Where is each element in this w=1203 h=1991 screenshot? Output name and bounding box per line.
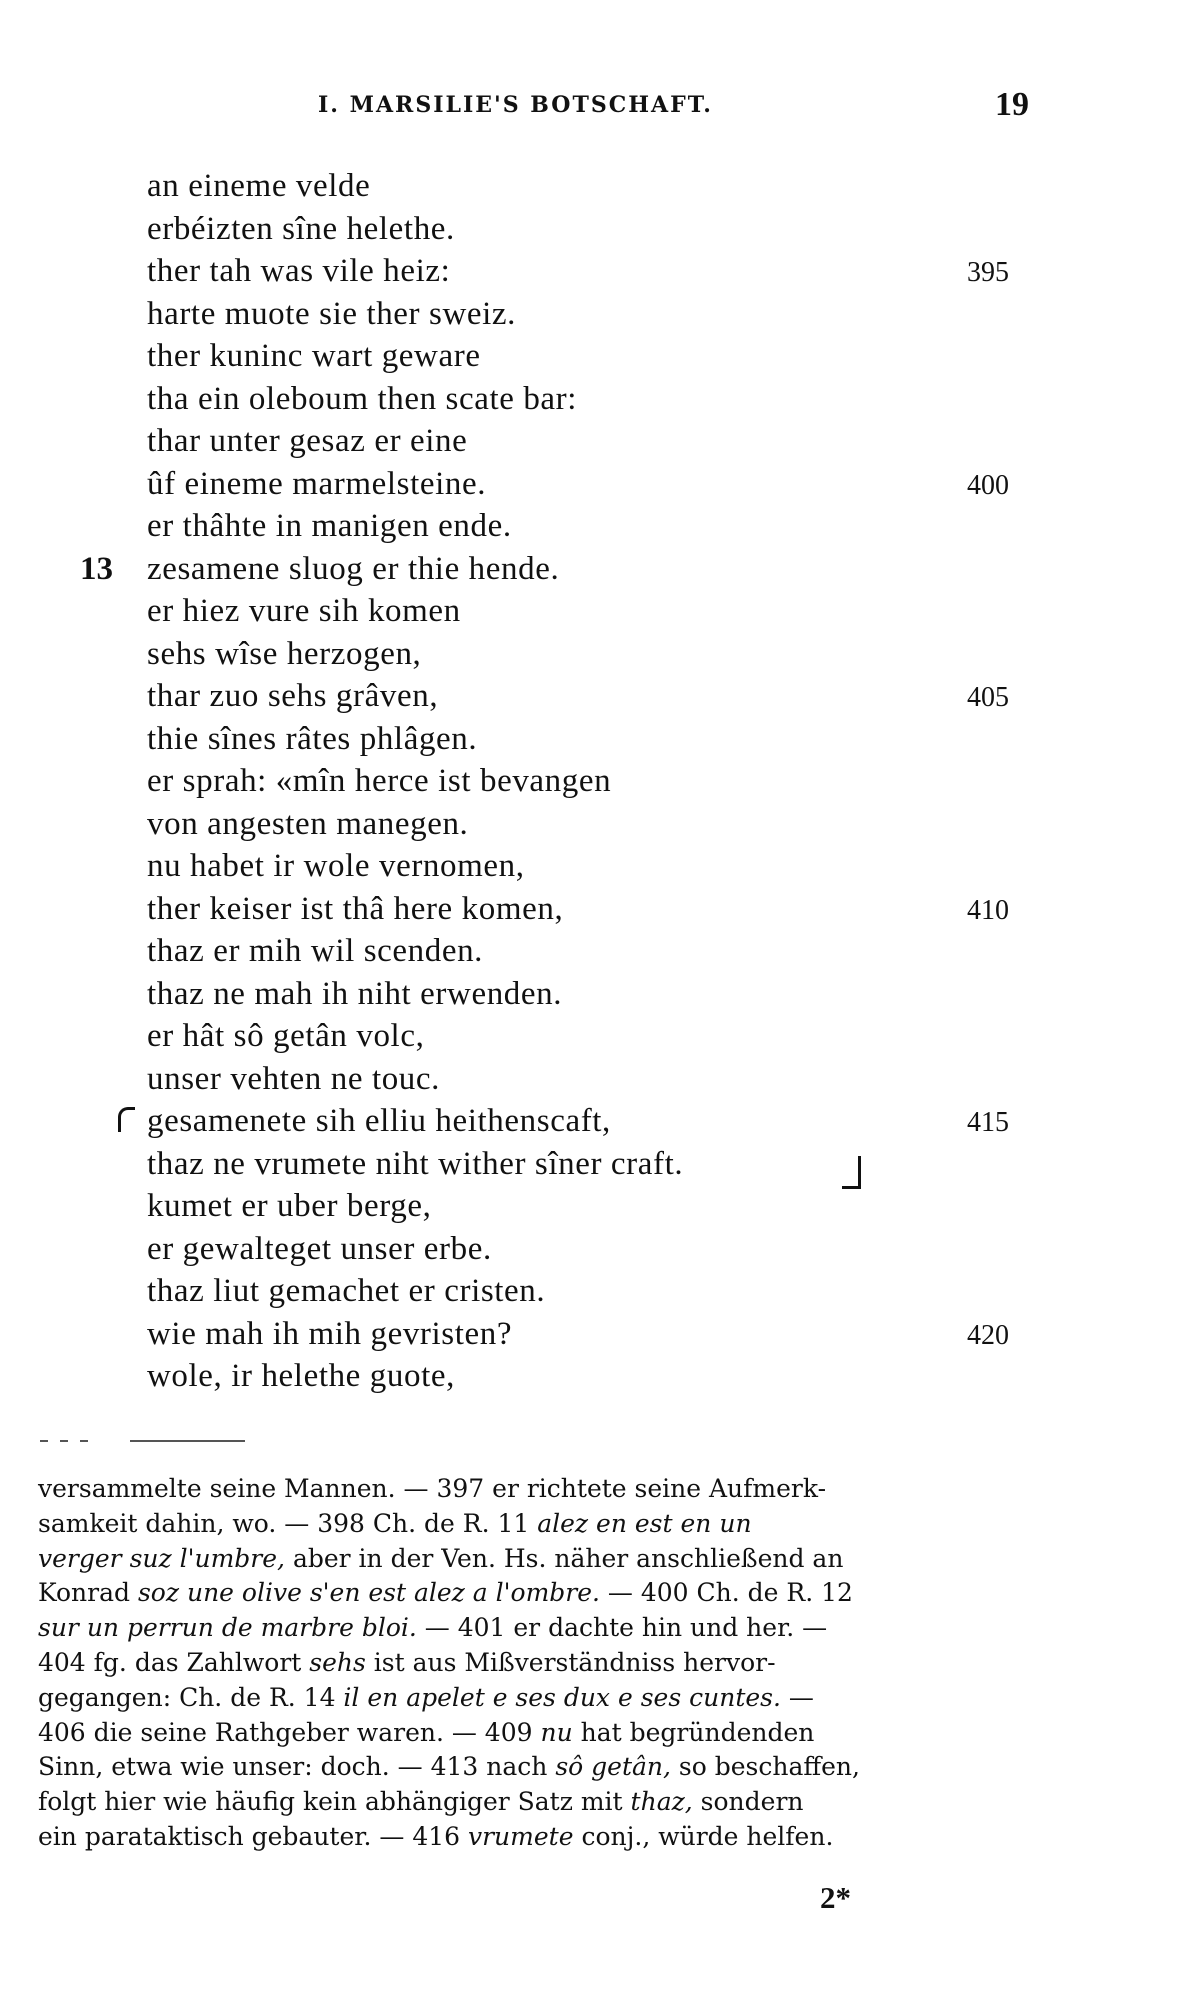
- verse-line: [0, 761, 1203, 804]
- verse-number: 400: [967, 469, 1009, 501]
- footnote-line: samkeit dahin, wo. — 398 Ch. de R. 11 alez en est en un: [38, 1508, 752, 1538]
- verse-line: [0, 1059, 1203, 1102]
- verse-line: [0, 549, 1203, 592]
- verse-text: gesamenete sih elliu heithenscaft,: [147, 1103, 611, 1139]
- verse-line: [0, 166, 1203, 209]
- verse-line: [0, 1314, 1203, 1357]
- verse-line: [0, 676, 1203, 719]
- footnote-line: Sinn, etwa wie unser: doch. — 413 nach sô getân, so beschaffen,: [38, 1752, 860, 1782]
- verse-text: er hiez vure sih komen: [147, 593, 461, 629]
- verse-line: [0, 464, 1203, 507]
- verse-line: [0, 1016, 1203, 1059]
- verse-text: ûf eineme marmelsteine.: [147, 465, 487, 502]
- verse-text: er gewalteget unser erbe.: [147, 1230, 492, 1267]
- footnote-line: 406 die seine Rathgeber waren. — 409 nu hat begründenden: [38, 1717, 815, 1747]
- footnote-line: sur un perrun de marbre bloi. — 401 er dachte hin und her. —: [38, 1613, 828, 1643]
- verse-number: 395: [967, 257, 1009, 288]
- verse-text: er sprah: «mîn herce ist bevangen: [147, 763, 612, 799]
- page-number: 19: [995, 86, 1029, 123]
- verse-text: von angesten manegen.: [147, 805, 469, 842]
- verse-line: [0, 1101, 1203, 1144]
- verse-text: ther tah was vile heiz:: [147, 253, 451, 289]
- verse-line: [0, 1356, 1203, 1399]
- footnote-line: Konrad soz une olive s'en est alez a l'ombre. — 400 Ch. de R. 12: [38, 1578, 853, 1608]
- verse-line: [0, 719, 1203, 762]
- verse-text: er thâhte in manigen ende.: [147, 508, 512, 544]
- running-header: [0, 86, 1203, 130]
- section-number: 13: [80, 550, 113, 587]
- verse-line: [0, 591, 1203, 634]
- verse-line: [0, 294, 1203, 337]
- verse-text: harte muote sie ther sweiz.: [147, 295, 516, 332]
- verse-text: wie mah ih mih gevristen?: [147, 1315, 513, 1352]
- verse-text: ther keiser ist thâ here komen,: [147, 890, 564, 927]
- footnote-line: folgt hier wie häufig kein abhängiger Satz mit thaz, sondern: [38, 1787, 804, 1817]
- verse-line: [0, 1144, 1203, 1187]
- verse-line: [0, 1186, 1203, 1229]
- footnotes: [38, 1472, 1023, 1855]
- verse-line: [0, 251, 1203, 294]
- verse-text: er hât sô getân volc,: [147, 1018, 425, 1054]
- verse-line: [0, 846, 1203, 889]
- verse-text: wole, ir helethe guote,: [147, 1358, 455, 1394]
- verse-line: [0, 379, 1203, 422]
- footnote-line: 404 fg. das Zahlwort sehs ist aus Mißverständniss hervor-: [38, 1647, 776, 1677]
- verse-text: thaz ne mah ih niht erwenden.: [147, 975, 563, 1012]
- running-title: I. MARSILIE'S BOTSCHAFT.: [318, 92, 713, 118]
- verse-text: thaz ne vrumete niht wither sîner craft.: [147, 1145, 684, 1182]
- verse-text: thie sînes râtes phlâgen.: [147, 720, 478, 757]
- verse-text: thaz er mih wil scenden.: [147, 933, 484, 969]
- verse-text: thaz liut gemachet er cristen.: [147, 1273, 546, 1309]
- verse-line: [0, 974, 1203, 1017]
- verse-number: 420: [967, 1319, 1009, 1351]
- footnote-line: verger suz l'umbre, aber in der Ven. Hs. näher anschließend an: [38, 1543, 844, 1573]
- verse-text: sehs wîse herzogen,: [147, 635, 422, 672]
- verse-text: tha ein oleboum then scate bar:: [147, 380, 578, 417]
- verse-text: an eineme velde: [147, 168, 371, 204]
- verse-text: kumet er uber berge,: [147, 1188, 432, 1224]
- footnote-line: ein parataktisch gebauter. — 416 vrumete conj., würde helfen.: [38, 1821, 834, 1851]
- verse-line: [0, 421, 1203, 464]
- verse-line: [0, 1271, 1203, 1314]
- footnote-separator: [40, 1440, 250, 1442]
- verse-line: [0, 209, 1203, 252]
- verse-number: 410: [967, 894, 1009, 926]
- verse-text: unser vehten ne touc.: [147, 1060, 441, 1097]
- signature-mark: 2*: [820, 1880, 851, 1915]
- verse-text: erbéizten sîne helethe.: [147, 210, 455, 247]
- verse-number: 415: [967, 1107, 1009, 1138]
- verse-text: thar zuo sehs grâven,: [147, 678, 439, 714]
- verse-line: [0, 634, 1203, 677]
- bracket-mark: [118, 1107, 135, 1132]
- verse-text: thar unter gesaz er eine: [147, 423, 468, 459]
- bracket-mark: [842, 1156, 861, 1189]
- verse-line: [0, 506, 1203, 549]
- verse-line: [0, 1229, 1203, 1272]
- verse-text: zesamene sluog er thie hende.: [147, 550, 560, 587]
- verse-line: [0, 931, 1203, 974]
- verse-text: nu habet ir wole vernomen,: [147, 848, 525, 884]
- verse-block: [0, 166, 1203, 1399]
- verse-number: 405: [967, 682, 1009, 713]
- verse-line: [0, 804, 1203, 847]
- verse-line: [0, 336, 1203, 379]
- verse-line: [0, 889, 1203, 932]
- footnote-line: gegangen: Ch. de R. 14 il en apelet e ses dux e ses cuntes. —: [38, 1682, 814, 1712]
- verse-text: ther kuninc wart geware: [147, 338, 481, 374]
- footnote-line: versammelte seine Mannen. — 397 er richtete seine Aufmerk-: [38, 1474, 827, 1503]
